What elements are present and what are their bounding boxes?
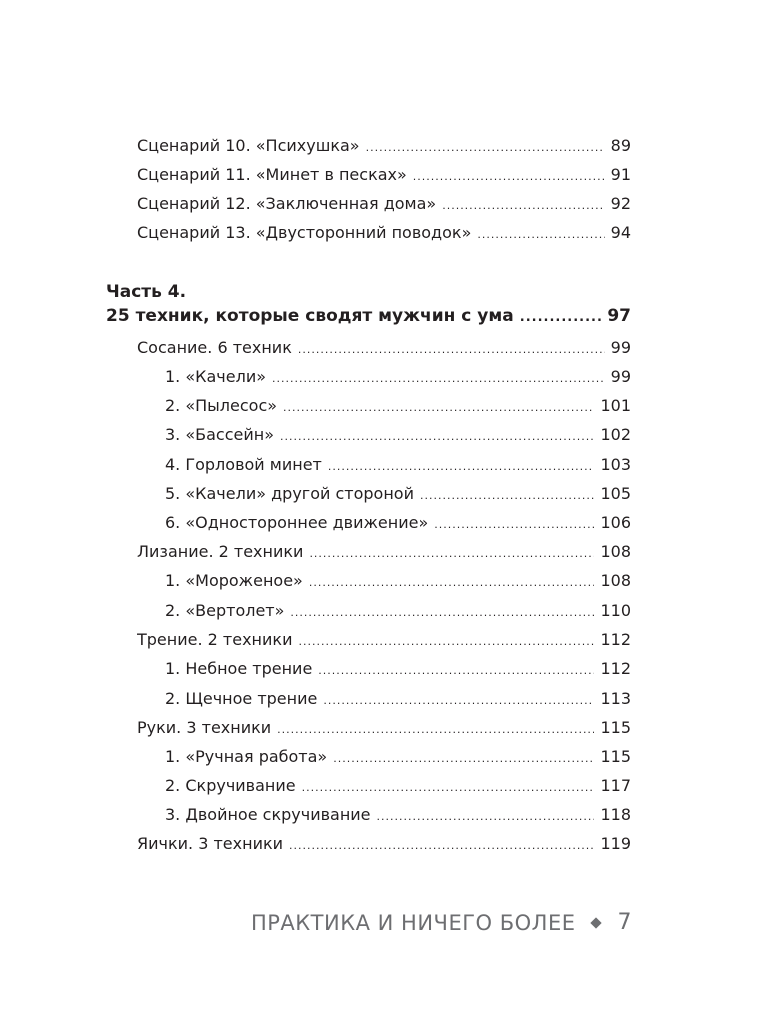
page-footer <box>251 910 632 935</box>
toc-entry-page: 105 <box>594 479 631 508</box>
toc-leader-dots <box>366 133 605 160</box>
toc-leader-dots <box>434 510 594 537</box>
toc-entry-page: 106 <box>594 508 631 537</box>
toc-entry-part-4[interactable] <box>106 302 631 331</box>
toc-entry-page: 112 <box>594 654 631 683</box>
toc-entry-title: 1. «Мороженое» <box>165 566 309 595</box>
toc-entry-subsection[interactable] <box>165 654 631 683</box>
toc-entry-title: 2. Скручивание <box>165 771 302 800</box>
toc-entry-subsection[interactable] <box>165 479 631 508</box>
toc-entry-scenario-12[interactable] <box>137 189 631 218</box>
toc-entry-page: 99 <box>605 333 631 362</box>
toc-leader-dots <box>283 393 594 420</box>
toc-entry-title: 2. «Вертолет» <box>165 596 290 625</box>
toc-leader-dots <box>298 335 605 362</box>
toc-entry-scenario-13[interactable] <box>137 218 631 247</box>
toc-entry-subsection[interactable] <box>165 508 631 537</box>
toc-entry-title: 3. «Бассейн» <box>165 420 280 449</box>
part-title: 25 техник, которые сводят мужчин с ума <box>106 302 520 331</box>
toc-entry-title: Сценарий 10. «Психушка» <box>137 131 366 160</box>
toc-entry-page: 108 <box>594 566 631 595</box>
toc-entry-section[interactable] <box>137 333 631 362</box>
toc-entry-title: Яички. 3 техники <box>137 829 289 858</box>
toc-entry-page: 94 <box>605 218 631 247</box>
toc-entry-page: 112 <box>594 625 631 654</box>
toc-entry-title: 2. «Пылесос» <box>165 391 283 420</box>
toc-entry-page: 110 <box>594 596 631 625</box>
toc-leader-dots <box>309 539 594 566</box>
toc-entry-page: 118 <box>594 800 631 829</box>
running-title: ПРАКТИКА И НИЧЕГО БОЛЕЕ <box>250 910 576 935</box>
toc-entry-page: 119 <box>594 829 631 858</box>
toc-entry-title: 1. Небное трение <box>165 654 318 683</box>
toc-entry-title: 1. «Ручная работа» <box>165 742 333 771</box>
toc-entry-subsection[interactable] <box>165 362 631 391</box>
toc-entry-title: 3. Двойное скручивание <box>165 800 377 829</box>
toc-leader-dots <box>280 422 594 449</box>
page-number: 7 <box>617 910 632 935</box>
toc-entry-title: Сосание. 6 техник <box>137 333 298 362</box>
toc-entry-page: 101 <box>594 391 631 420</box>
toc-entry-section[interactable] <box>137 829 631 858</box>
toc-entry-page: 92 <box>605 189 631 218</box>
toc-leader-dots <box>323 686 594 713</box>
toc-entry-section[interactable] <box>137 625 631 654</box>
toc-entry-page: 89 <box>605 131 631 160</box>
diamond-separator-icon <box>590 917 601 928</box>
toc-leader-dots <box>413 162 605 189</box>
toc-entry-page: 108 <box>594 537 631 566</box>
toc-leader-dots <box>302 773 595 800</box>
toc-leader-dots <box>420 481 594 508</box>
toc-entry-subsection[interactable] <box>165 420 631 449</box>
toc-leader-dots <box>328 452 595 479</box>
toc-leader-dots <box>333 744 594 771</box>
toc-entry-subsection[interactable] <box>165 566 631 595</box>
toc-leader-dots <box>520 303 602 331</box>
toc-leader-dots <box>477 220 604 247</box>
toc-entry-title: 5. «Качели» другой стороной <box>165 479 420 508</box>
toc-entry-title: 4. Горловой минет <box>165 450 328 479</box>
toc-leader-dots <box>277 715 594 742</box>
toc-entry-subsection[interactable] <box>165 391 631 420</box>
toc-entry-title: 2. Щечное трение <box>165 684 323 713</box>
toc-leader-dots <box>298 627 594 654</box>
toc-entry-title: 6. «Одностороннее движение» <box>165 508 434 537</box>
toc-entry-title: Сценарий 13. «Двусторонний поводок» <box>137 218 477 247</box>
toc-entry-subsection[interactable] <box>165 684 631 713</box>
toc-entry-title: Руки. 3 техники <box>137 713 277 742</box>
toc-entry-scenario-11[interactable] <box>137 160 631 189</box>
toc-entry-subsection[interactable] <box>165 771 631 800</box>
toc-entry-page: 102 <box>594 420 631 449</box>
toc-leader-dots <box>272 364 605 391</box>
toc-entry-subsection[interactable] <box>165 800 631 829</box>
toc-entry-title: Сценарий 12. «Заключенная дома» <box>137 189 442 218</box>
toc-entry-scenario-10[interactable] <box>137 131 631 160</box>
toc-entry-page: 115 <box>594 713 631 742</box>
toc-entry-page: 113 <box>594 684 631 713</box>
toc-leader-dots <box>442 191 604 218</box>
toc-leader-dots <box>309 568 595 595</box>
toc-entry-title: Трение. 2 техники <box>137 625 298 654</box>
toc-entry-title: 1. «Качели» <box>165 362 272 391</box>
toc-entry-page: 99 <box>605 362 631 391</box>
toc-entry-subsection[interactable] <box>165 596 631 625</box>
toc-entry-title: Сценарий 11. «Минет в песках» <box>137 160 413 189</box>
toc-leader-dots <box>289 831 594 858</box>
part-page: 97 <box>601 302 631 331</box>
toc-leader-dots <box>377 802 595 829</box>
toc-entry-subsection[interactable] <box>165 450 631 479</box>
toc-entry-section[interactable] <box>137 713 631 742</box>
toc-entry-page: 115 <box>594 742 631 771</box>
part-label: Часть 4. <box>106 282 187 302</box>
toc-leader-dots <box>318 656 594 683</box>
toc-entry-section[interactable] <box>137 537 631 566</box>
toc-entry-title: Лизание. 2 техники <box>137 537 309 566</box>
toc-leader-dots <box>290 598 594 625</box>
toc-entry-subsection[interactable] <box>165 742 631 771</box>
toc-entry-page: 103 <box>594 450 631 479</box>
toc-entry-page: 117 <box>594 771 631 800</box>
toc-entry-page: 91 <box>605 160 631 189</box>
